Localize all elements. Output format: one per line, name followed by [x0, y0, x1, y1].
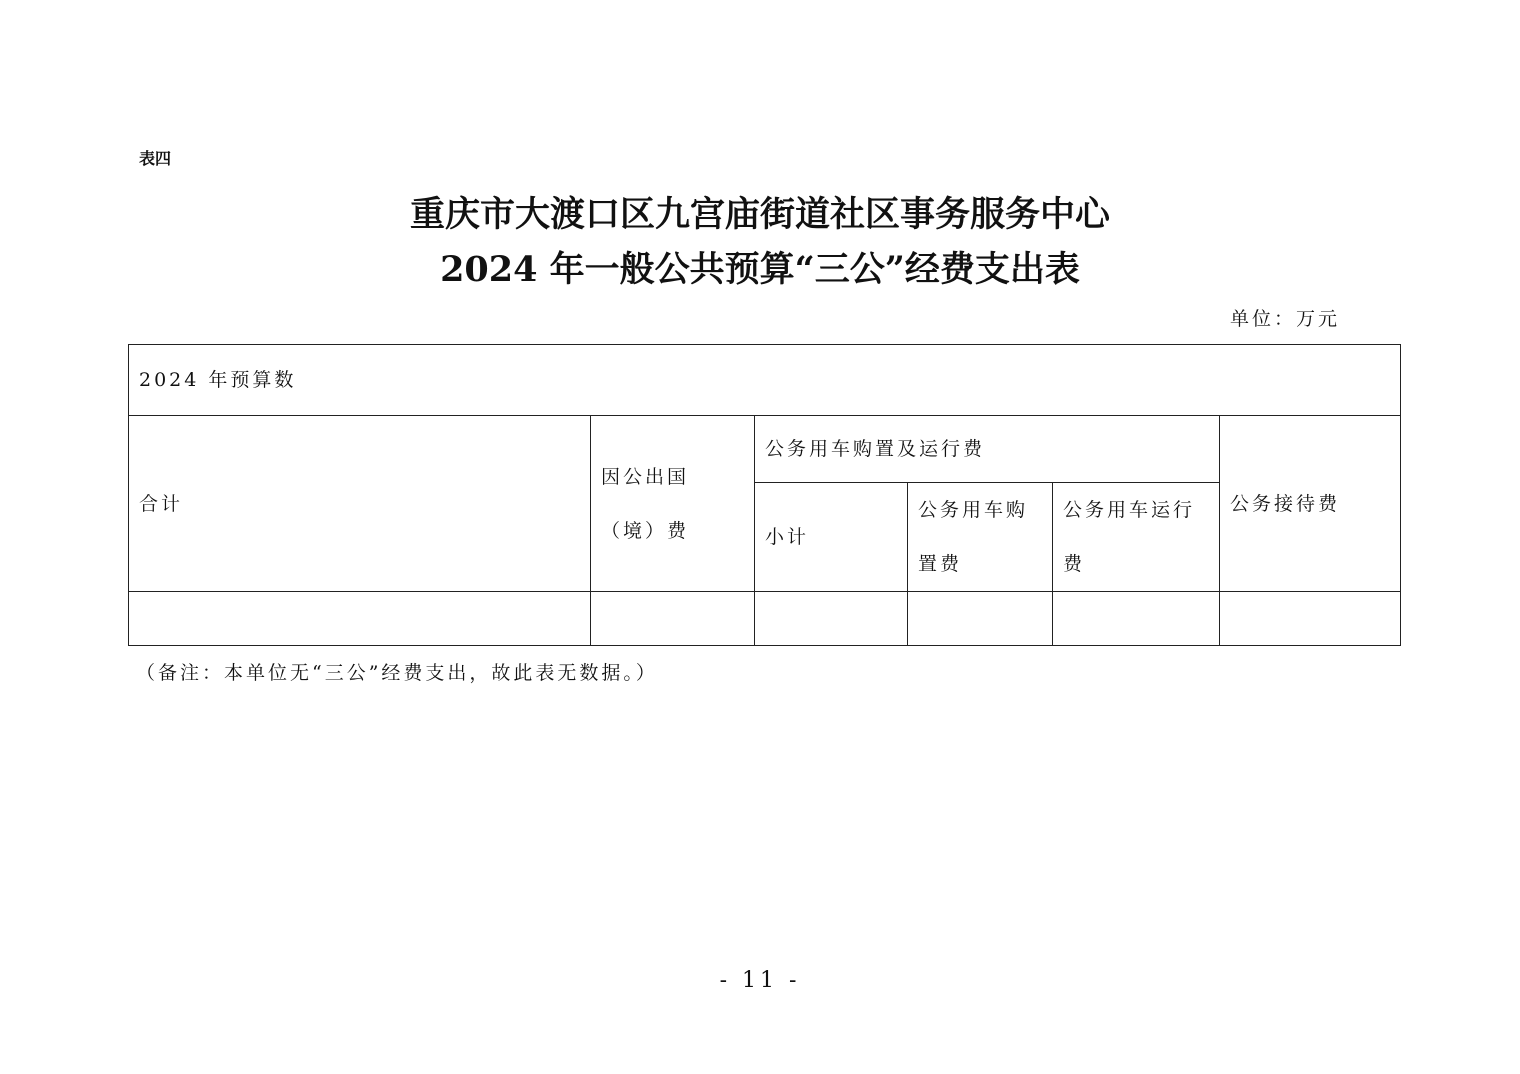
- unit-label: 单位：万元: [1230, 308, 1341, 330]
- table-tag: 表四: [139, 149, 172, 168]
- table-data-row: [129, 592, 1401, 646]
- table-header-row: [129, 345, 1401, 416]
- subtotal-value: [755, 592, 908, 646]
- total-value: [129, 592, 591, 646]
- overseas-header: 因公出国（境）费: [591, 416, 755, 592]
- total-header: 合计: [129, 416, 591, 592]
- table-row: [129, 416, 1401, 483]
- budget-year-header: 2024 年预算数: [129, 345, 1401, 416]
- overseas-value: [591, 592, 755, 646]
- document-title-line2: 2024 年一般公共预算“三公”经费支出表: [440, 249, 1080, 290]
- document-title-line1: 重庆市大渡口区九宫庙街道社区事务服务中心: [409, 194, 1110, 235]
- subtotal-header: 小计: [755, 483, 908, 592]
- vehicle-operation-value: [1053, 592, 1220, 646]
- reception-value: [1220, 592, 1401, 646]
- vehicle-operation-header: 公务用车运行费: [1053, 483, 1220, 592]
- three-public-expense-table: [128, 344, 1401, 646]
- table-note: （备注：本单位无“三公”经费支出，故此表无数据。）: [136, 662, 658, 684]
- vehicle-purchase-header: 公务用车购置费: [908, 483, 1053, 592]
- page-number: - 11 -: [719, 968, 801, 993]
- vehicle-group-header: 公务用车购置及运行费: [755, 416, 1220, 483]
- vehicle-purchase-value: [908, 592, 1053, 646]
- reception-header: 公务接待费: [1220, 416, 1401, 592]
